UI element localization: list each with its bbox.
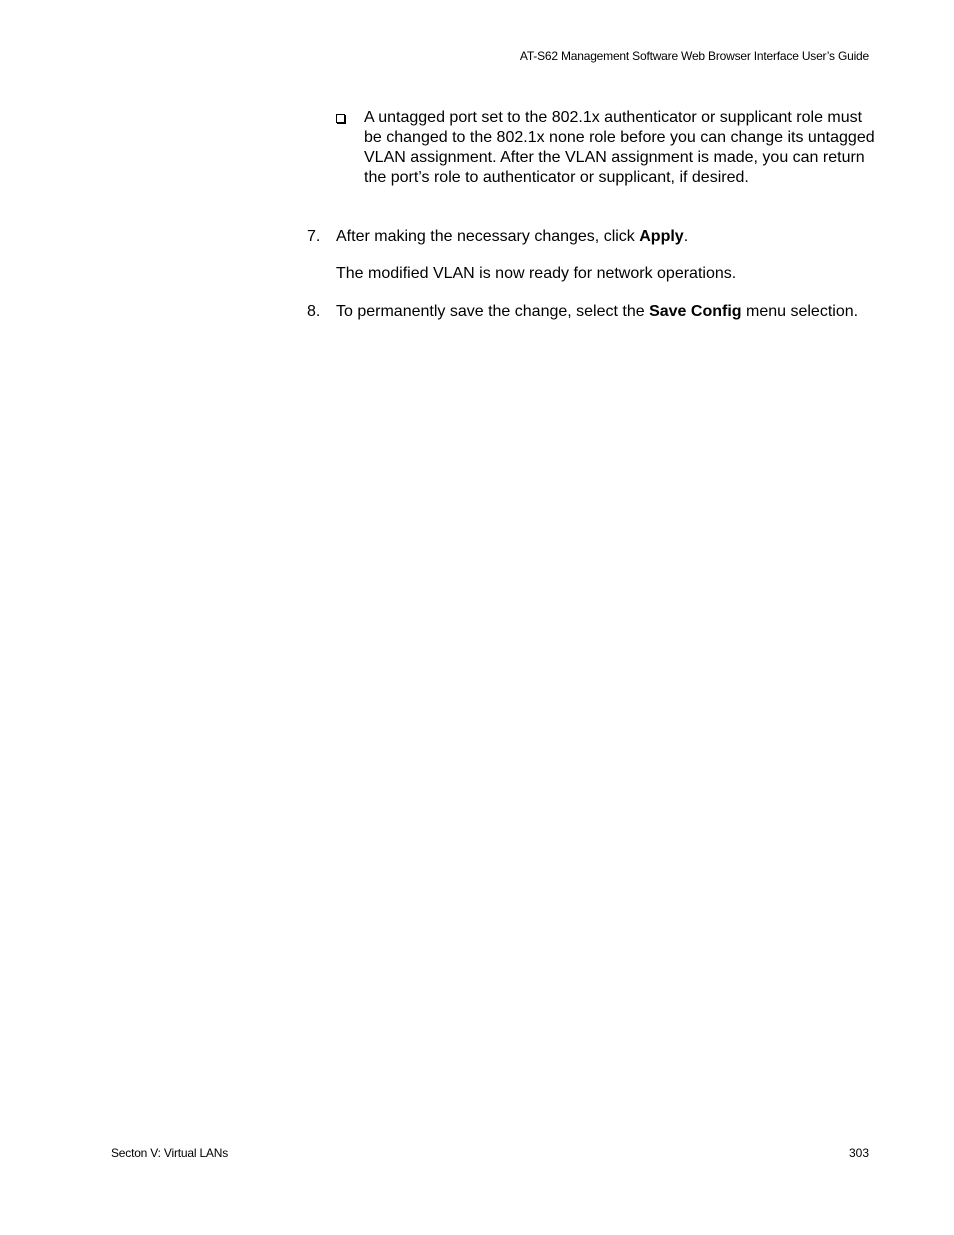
running-header: AT-S62 Management Software Web Browser Interface User’s Guide [519,49,869,63]
save-config-label: Save Config [649,303,742,320]
step-7 [307,227,867,247]
step-number: 8. [307,303,321,320]
step-8 [307,302,867,322]
step-number: 7. [307,228,321,245]
bullet-text: A untagged port set to the 802.1x authenticator or supplicant role must be changed to the 802.1x none role before you can change its untagged VLAN assignment. After the VLAN assignment is made, you can return the port’s role to authenticator or supplicant, if desired. [364,109,875,186]
page-number: 303 [848,1146,869,1160]
step-text: To permanently save the change, select the Save Config menu selection. [336,303,859,320]
footer-section: Secton V: Virtual LANs [111,1146,228,1160]
step-text: After making the necessary changes, click Apply. [336,228,689,245]
bullet-item [336,108,876,188]
step-7-result: The modified VLAN is now ready for network operations. [336,265,737,282]
checkbox-bullet-icon [336,114,345,123]
apply-label: Apply [639,228,684,245]
